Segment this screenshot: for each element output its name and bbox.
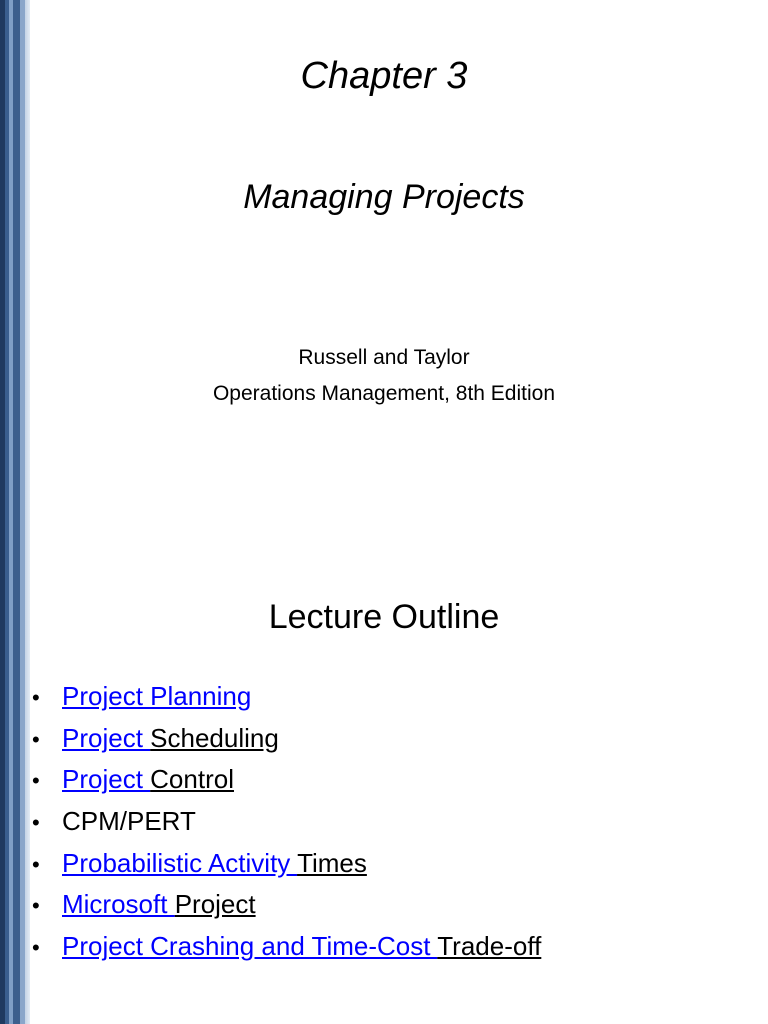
outline-link[interactable]: Probabilistic Activity xyxy=(62,847,298,878)
outline-item xyxy=(32,884,541,926)
bullet-icon: • xyxy=(32,810,40,836)
bullet-icon: • xyxy=(32,935,40,961)
outline-list xyxy=(32,676,541,968)
outline-text: Times xyxy=(297,847,367,878)
outline-heading: Lecture Outline xyxy=(268,598,500,636)
outline-link[interactable]: Project Planning xyxy=(62,681,252,711)
outline-item xyxy=(32,759,541,801)
bullet-icon: • xyxy=(32,768,40,794)
outline-text: Control xyxy=(150,764,234,795)
outline-item xyxy=(32,926,541,968)
outline-link[interactable]: Project xyxy=(62,722,151,753)
chapter-subtitle: Managing Projects xyxy=(243,178,525,216)
outline-link[interactable]: Project Crashing and Time-Cost xyxy=(62,931,438,962)
outline-link[interactable]: Project xyxy=(62,764,151,795)
outline-item xyxy=(32,801,541,843)
outline-item xyxy=(32,676,541,718)
outline-text: Scheduling xyxy=(150,722,279,753)
chapter-title: Chapter 3 xyxy=(300,55,468,97)
outline-text: Trade-off xyxy=(437,931,542,962)
bullet-icon: • xyxy=(32,726,40,752)
outline-text: Project xyxy=(174,889,256,920)
outline-item xyxy=(32,843,541,885)
outline-link[interactable]: Microsoft xyxy=(62,889,175,920)
outline-text: CPM/PERT xyxy=(62,806,196,837)
authors-line: Russell and Taylor xyxy=(298,346,470,369)
outline-item xyxy=(32,718,541,760)
book-line: Operations Management, 8th Edition xyxy=(212,382,556,405)
bullet-icon: • xyxy=(32,893,40,919)
decorative-sidebar xyxy=(0,0,30,1024)
bullet-icon: • xyxy=(32,685,40,710)
bullet-icon: • xyxy=(32,851,40,877)
author-info xyxy=(0,340,768,412)
